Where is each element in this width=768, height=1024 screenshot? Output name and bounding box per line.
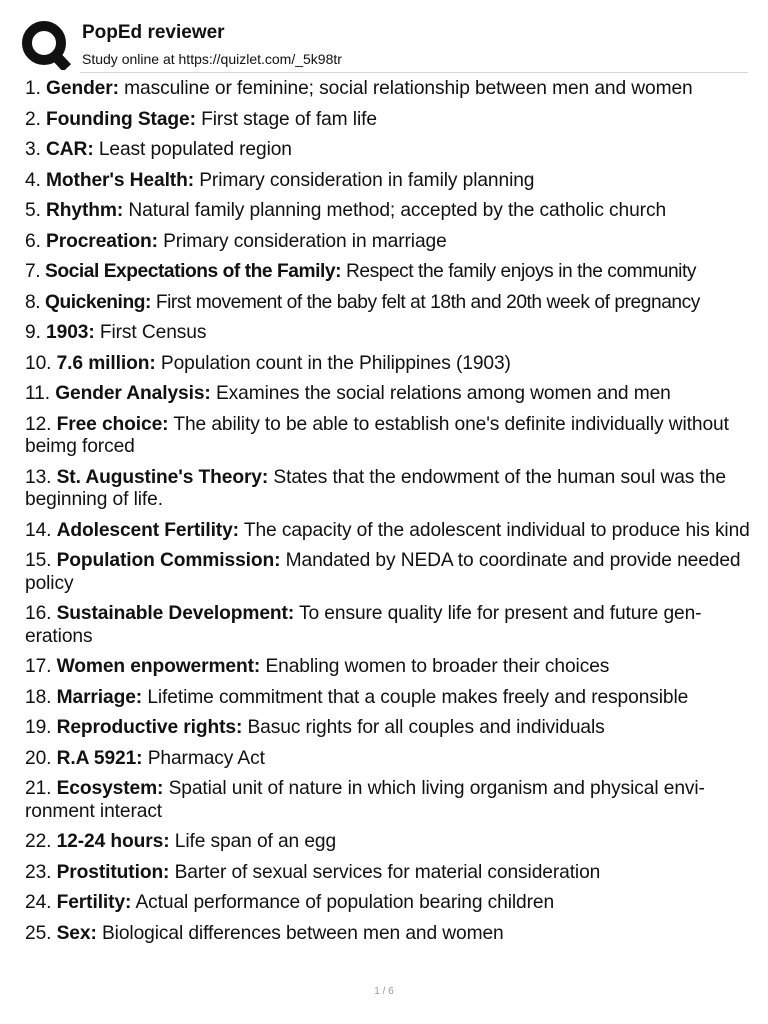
list-item (25, 353, 751, 376)
item-term: Ecosystem: (56, 778, 164, 799)
list-item (25, 748, 751, 771)
quizlet-logo-icon (20, 18, 72, 70)
item-term: Women enpowerment: (56, 656, 261, 677)
item-number: 21. (25, 778, 52, 799)
item-definition: The ability to be able to establish one's definite individually without beimg forced (25, 413, 729, 457)
list-item (25, 170, 751, 193)
item-term: Social Expectations of the Family: (45, 261, 342, 282)
list-item (25, 414, 751, 459)
list-item (25, 383, 751, 406)
list-item (25, 892, 751, 915)
list-item (25, 923, 751, 946)
list-item (25, 717, 751, 740)
item-definition: Lifetime commitment that a couple makes freely and responsible (147, 686, 689, 708)
study-online-link[interactable]: https://quizlet.com/_5k98tr (178, 51, 342, 67)
list-item (25, 200, 751, 223)
item-definition: States that the endowment of the human soul was the beginning of life. (25, 466, 726, 510)
item-definition: Primary consideration in marriage (163, 230, 447, 252)
item-number: 17. (25, 656, 52, 677)
list-item (25, 231, 751, 254)
list-item (25, 467, 751, 512)
item-definition: masculine or feminine; social relationship between men and women (124, 78, 693, 99)
item-number: 4. (25, 169, 41, 191)
item-number: 23. (25, 861, 52, 883)
item-number: 1. (25, 78, 41, 99)
list-item (25, 292, 751, 315)
item-term: Quickening: (45, 291, 151, 313)
item-term: R.A 5921: (56, 747, 143, 769)
item-definition: Respect the family enjoys in the community (345, 261, 697, 282)
item-number: 9. (25, 322, 41, 343)
item-definition: Least populated region (98, 139, 292, 160)
item-term: Founding Stage: (46, 108, 196, 130)
list-item (25, 139, 751, 162)
item-number: 13. (25, 466, 52, 488)
item-number: 18. (25, 686, 52, 708)
item-definition: Biological differences between men and women (101, 922, 504, 944)
item-term: Population Commission: (56, 550, 281, 571)
item-number: 22. (25, 831, 52, 852)
item-definition: Enabling women to broader their choices (265, 656, 610, 677)
item-term: Gender Analysis: (55, 383, 211, 404)
item-number: 12. (25, 413, 52, 435)
item-term: Rhythm: (46, 200, 124, 221)
list-item (25, 656, 751, 679)
item-number: 11. (25, 383, 50, 404)
list-item (25, 550, 751, 595)
item-number: 2. (25, 108, 41, 130)
item-definition: Examines the social relations among women and men (215, 383, 671, 404)
item-number: 15. (25, 550, 52, 571)
item-definition: Population count in the Philippines (1903) (160, 352, 511, 374)
item-number: 8. (25, 291, 41, 313)
item-term: Free choice: (56, 413, 169, 435)
list-item (25, 831, 751, 854)
item-number: 19. (25, 717, 52, 738)
item-number: 25. (25, 922, 52, 944)
item-term: Prostitution: (56, 861, 170, 883)
item-definition: Life span of an egg (174, 831, 337, 852)
list-item (25, 862, 751, 885)
list-item (25, 520, 751, 543)
item-definition: First stage of fam life (201, 108, 377, 130)
item-number: 24. (25, 892, 52, 913)
item-term: Marriage: (56, 686, 143, 708)
list-item (25, 778, 751, 823)
item-number: 5. (25, 200, 41, 221)
header-divider (80, 72, 748, 73)
item-number: 7. (25, 261, 41, 282)
item-term: Fertility: (56, 892, 132, 913)
item-definition: Barter of sexual services for material consideration (174, 861, 601, 883)
item-term: 1903: (46, 322, 95, 343)
item-term: 12-24 hours: (56, 831, 170, 852)
item-definition: Pharmacy Act (147, 747, 265, 769)
list-item (25, 603, 751, 648)
document-header (20, 18, 748, 74)
subtitle-prefix: Study online at (82, 51, 179, 67)
item-term: St. Augustine's Theory: (56, 466, 269, 488)
item-number: 16. (25, 603, 52, 624)
item-term: 7.6 million: (56, 352, 156, 374)
item-number: 3. (25, 139, 41, 160)
item-term: Sustainable Development: (56, 603, 295, 624)
item-term: Sex: (56, 922, 97, 944)
item-definition: First Census (99, 322, 207, 343)
item-term: Procreation: (46, 230, 158, 252)
page-subtitle (82, 51, 342, 67)
item-definition: Primary consideration in family planning (199, 169, 535, 191)
page-indicator: 1 / 6 (374, 986, 394, 997)
item-definition: Actual performance of population bearing children (135, 892, 555, 913)
item-number: 6. (25, 230, 41, 252)
term-list (25, 78, 751, 953)
item-number: 20. (25, 747, 52, 769)
item-term: Adolescent Fertility: (56, 519, 239, 541)
item-number: 10. (25, 352, 52, 374)
item-term: Gender: (46, 78, 119, 99)
list-item (25, 687, 751, 710)
item-definition: Basuc rights for all couples and individuals (247, 717, 605, 738)
item-definition: Natural family planning method; accepted by the catholic church (128, 200, 667, 221)
item-term: CAR: (46, 139, 94, 160)
item-term: Reproductive rights: (56, 717, 243, 738)
item-number: 14. (25, 519, 52, 541)
item-definition: The capacity of the adolescent individual to produce his kind (243, 519, 750, 541)
list-item (25, 322, 751, 345)
item-definition: Spatial unit of nature in which living organism and physical envi-ronment interact (25, 778, 705, 822)
list-item (25, 261, 751, 284)
page-title: PopEd reviewer (82, 22, 225, 43)
item-definition: To ensure quality life for present and future gen-erations (25, 603, 702, 647)
list-item (25, 78, 751, 101)
list-item (25, 109, 751, 132)
item-definition: Mandated by NEDA to coordinate and provide needed policy (25, 550, 741, 594)
item-term: Mother's Health: (46, 169, 194, 191)
item-definition: First movement of the baby felt at 18th and 20th week of pregnancy (155, 291, 700, 313)
